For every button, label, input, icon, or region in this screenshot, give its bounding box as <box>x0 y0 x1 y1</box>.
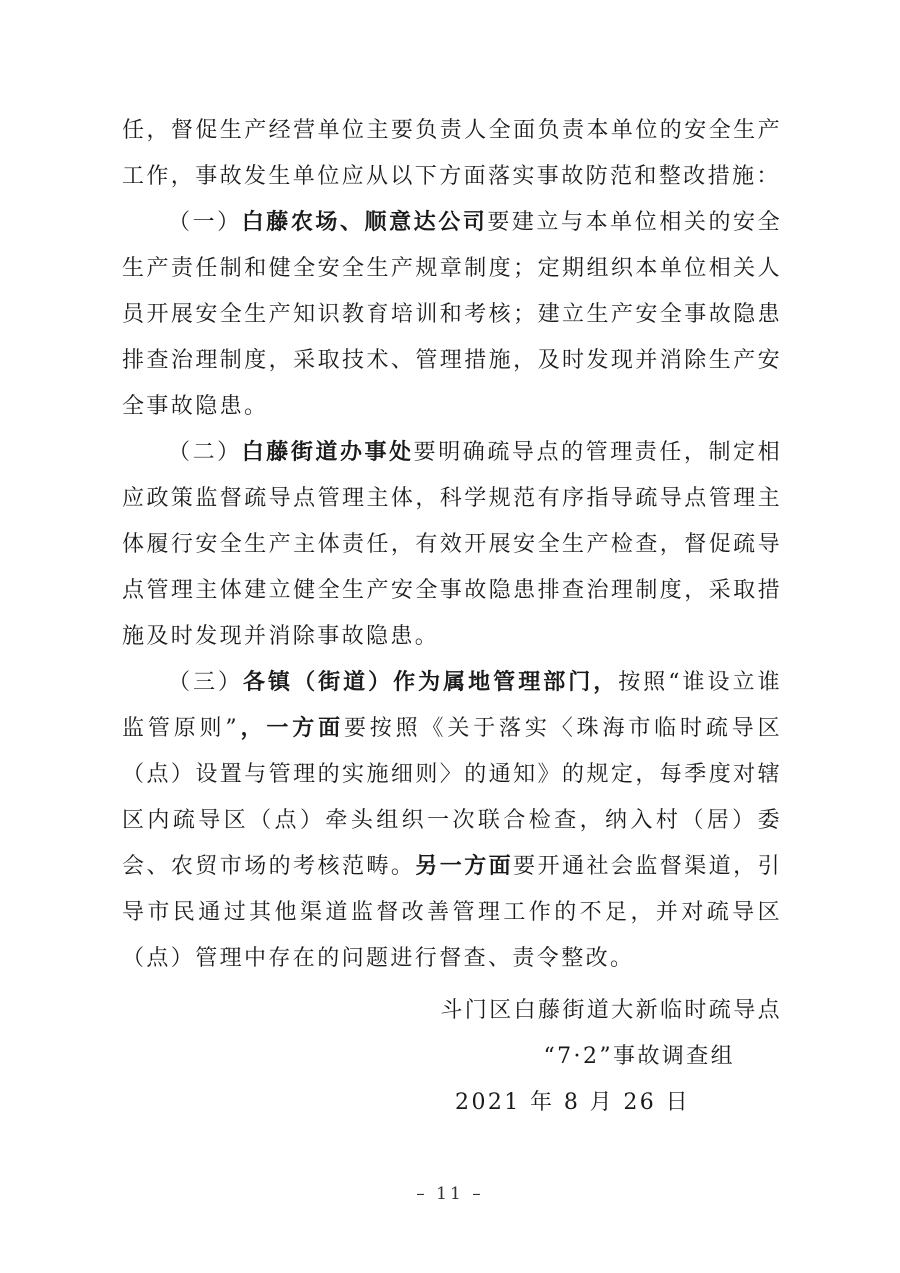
signature-date: 2021 年 8 月 26 日 <box>455 1090 690 1115</box>
item-2-text: 要明确疏导点的管理责任，制定相应政策监督疏导点管理主体，科学规范有序指导疏导点管理主体履行安全生产主体责任，有效开展安全生产检查，督促疏导点管理主体建立健全生产安全事故隐患排查治理制度，采取措施及时发现并消除事故隐患。 <box>122 440 782 649</box>
item-1-text: 要建立与本单位相关的安全生产责任制和健全安全生产规章制度；定期组织本单位相关人员开展安全生产知识教育培训和考核；建立生产安全事故隐患排查治理制度，采取技术、管理措施，及时发现并消除生产安全事故隐患。 <box>122 210 782 419</box>
item-3-emphasis-1: ，一方面 <box>239 716 344 741</box>
paragraph-item-1 <box>122 200 782 430</box>
item-3-text-1: 按照“谁设立谁监管原则” <box>122 670 782 741</box>
item-3-number: （三） <box>168 670 244 695</box>
document-body <box>122 108 782 982</box>
paragraph-item-2 <box>122 430 782 660</box>
item-3-text-3: 要开通社会监督渠道，引导市民通过其他渠道监督改善管理工作的不足，并对疏导区（点）管理中存在的问题进行督查、责令整改。 <box>122 854 782 971</box>
item-1-number: （一） <box>168 210 242 235</box>
paragraph-intro: 任，督促生产经营单位主要负责人全面负责本单位的安全生产工作，事故发生单位应从以下方面落实事故防范和整改措施： <box>122 118 782 189</box>
page-number: – 11 – <box>416 1184 484 1204</box>
signature-organization: 斗门区白藤街道大新临时疏导点 <box>440 998 782 1023</box>
signature-block <box>362 988 782 1126</box>
item-3-text-2: 要按照《关于落实〈珠海市临时疏导区（点）设置与管理的实施细则〉的通知》的规定，每季度对辖区内疏导区（点）牵头组织一次联合检查，纳入村（居）委会、农贸市场的考核范畴。 <box>122 716 782 879</box>
item-3-subject: 各镇（街道）作为属地管理部门， <box>243 670 619 695</box>
item-2-number: （二） <box>168 440 242 465</box>
paragraph-item-3 <box>122 660 782 982</box>
item-1-subject: 白藤农场、顺意达公司 <box>241 210 488 235</box>
item-3-emphasis-2: 另一方面 <box>415 854 514 879</box>
item-2-subject: 白藤街道办事处 <box>241 440 414 465</box>
signature-group: “7·2”事故调查组 <box>543 1044 735 1069</box>
